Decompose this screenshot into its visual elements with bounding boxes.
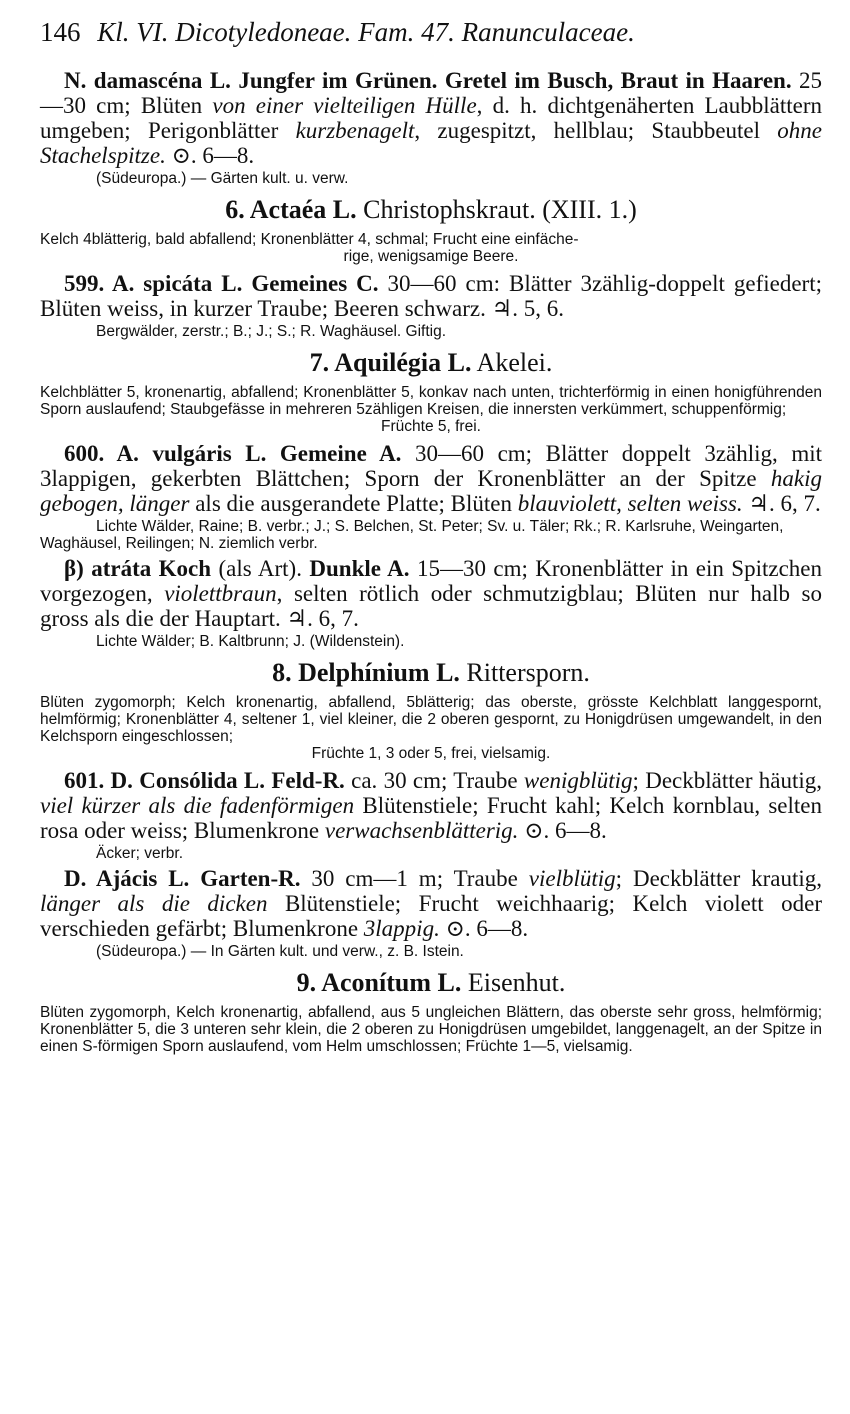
- species-entry-599: [40, 271, 822, 321]
- species-entry-ajacis: [40, 866, 822, 941]
- species-name: N. damascéna L.: [64, 68, 231, 93]
- genus-name: 6. Actaéa L.: [225, 195, 357, 224]
- description-text: rige, wenigsamige Beere.: [343, 248, 519, 265]
- description-text: ; Deckblätter krautig,: [615, 866, 823, 891]
- running-title: Kl. VI. Dicotyledoneae. Fam. 47. Ranunculaceae.: [97, 17, 635, 47]
- description-italic: violettbraun: [164, 581, 277, 606]
- running-header: [40, 12, 822, 52]
- description-text: ⊙. 6—8.: [171, 143, 255, 168]
- description-italic: blauviolett, selten weiss.: [517, 491, 743, 516]
- description-text: 25—30 cm; Blüten: [40, 68, 822, 118]
- species-name: 601. D. Consólida L.: [64, 768, 266, 793]
- species-name: 599. A. spicáta L.: [64, 271, 243, 296]
- book-page: [40, 12, 822, 1061]
- description-text: 30 cm—1 m; Traube: [311, 866, 518, 891]
- description-text: ; Deckblätter häutig,: [632, 768, 823, 793]
- description-text: 15—30 cm; Kronenblätter in ein Spitzchen vorgezogen,: [40, 556, 822, 606]
- genus-common-name: Christophskraut. (XIII. 1.): [363, 195, 637, 224]
- description-text: Früchte 1, 3 oder 5, frei, vielsamig.: [311, 745, 551, 762]
- description-text: , d. h. dichtgenäherten Laubblättern umgeben; Perigonblätter: [40, 93, 822, 143]
- genus-common-name: Eisenhut.: [467, 968, 566, 997]
- description-italic: von einer vielteiligen Hülle: [212, 93, 477, 118]
- genus-description: [40, 231, 822, 265]
- description-text: Blütenstiele; Frucht weichhaarig; Kelch violett oder verschieden gefärbt; Blumenkrone: [40, 891, 822, 941]
- genus-description: [40, 694, 822, 762]
- species-name: 600. A. vulgáris L.: [64, 441, 267, 466]
- genus-description: Blüten zygomorph, Kelch kronenartig, abfallend, aus 5 ungleichen Blättern, das oberste sehr gross, helmförmig; Kronenblätter 5, die 3 unteren sehr klein, die 2 oberen zu Honigdrüsen umgebildet, langgenagelt, an der Spitze in einen S-förmigen Sporn auslaufend, vom Helm umschlossen; Früchte 1—5, vielsamig.: [40, 1004, 822, 1055]
- genus-name: 9. Aconítum L.: [296, 968, 462, 997]
- description-italic: kurzbenagelt: [295, 118, 415, 143]
- distribution-note: (Südeuropa.) — Gärten kult. u. verw.: [96, 170, 349, 187]
- description-text: , selten rötlich oder schmutzigblau; Blüten nur halb so gross als die der Hauptart. ♃. 6, 7.: [40, 581, 822, 631]
- description-text: ca. 30 cm; Traube: [351, 768, 518, 793]
- common-name: Jungfer im Grünen. Gretel im Busch, Braut in Haaren.: [238, 68, 792, 93]
- genus-heading-aquilegia: [40, 346, 822, 380]
- genus-heading-actaea: [40, 193, 822, 227]
- species-entry-600: [40, 441, 822, 516]
- description-text: 30—60 cm; Blätter doppelt 3zählig, mit 3lappigen, gekerbten Blättchen; Sporn der Kronenblätter an der Spitze: [40, 441, 822, 491]
- common-name: Gemeine A.: [279, 441, 402, 466]
- species-entry-601: [40, 768, 822, 843]
- description-text: als die ausgerandete Platte; Blüten: [195, 491, 513, 516]
- description-italic: ohne Stachelspitze.: [40, 118, 823, 168]
- description-italic: wenigblütig: [523, 768, 633, 793]
- variety-name: β) atráta Koch: [64, 556, 212, 581]
- genus-common-name: Akelei.: [476, 348, 553, 377]
- description-text: Kelch 4blätterig, bald abfallend; Kronenblätter 4, schmal; Frucht eine einfäche-: [40, 231, 579, 248]
- distribution-note: Lichte Wälder, Raine; B. verbr.; J.; S. Belchen, St. Peter; Sv. u. Täler; Rk.; R. Karlsruhe, Weingarten, Waghäusel, Reilingen; N. ziemlich verbr.: [40, 518, 784, 552]
- description-italic: 3lappig.: [363, 916, 440, 941]
- description-text: Früchte 5, frei.: [381, 418, 481, 435]
- description-text: ♃. 6, 7.: [748, 491, 821, 516]
- description-text: 30—60 cm: Blätter 3zählig-doppelt gefiedert; Blüten weiss, in kurzer Traube; Beeren schwarz. ♃. 5, 6.: [40, 271, 822, 321]
- page-number: 146: [40, 17, 81, 47]
- description-italic: länger als die dicken: [40, 891, 268, 916]
- distribution-note: Äcker; verbr.: [96, 845, 183, 862]
- description-text: (als Art).: [218, 556, 302, 581]
- description-text: Kelchblätter 5, kronenartig, abfallend; Kronenblätter 5, konkav nach unten, trichterförmig in einen honigführenden Sporn auslaufend; Staubgefässe in mehreren 5zähligen Kreisen, die innersten verkümmert, schuppenförmig;: [40, 384, 822, 418]
- common-name: Gemeines C.: [251, 271, 379, 296]
- genus-heading-delphinium: [40, 656, 822, 690]
- description-text: ⊙. 6—8.: [524, 818, 607, 843]
- description-text: ⊙. 6—8.: [445, 916, 529, 941]
- description-text: , zugespitzt, hellblau; Staubbeutel: [414, 118, 761, 143]
- description-italic: viel kürzer als die fadenförmigen: [40, 793, 355, 818]
- distribution-note: Lichte Wälder; B. Kaltbrunn; J. (Wildenstein).: [96, 633, 405, 650]
- genus-description: [40, 384, 822, 435]
- common-name: Garten-R.: [200, 866, 301, 891]
- description-text: Blütenstiele; Frucht kahl; Kelch kornblau, selten rosa oder weiss; Blumenkrone: [40, 793, 823, 843]
- species-entry-damascena: [40, 68, 822, 168]
- variety-entry-atrata: [40, 556, 822, 631]
- distribution-note: Bergwälder, zerstr.; B.; J.; S.; R. Waghäusel. Giftig.: [96, 323, 447, 340]
- description-italic: hakig gebogen, länger: [40, 466, 822, 516]
- genus-name: 7. Aquilégia L.: [309, 348, 472, 377]
- description-text: Blüten zygomorph; Kelch kronenartig, abfallend, 5blätterig; das oberste, grösste Kelchblatt langgespornt, helmförmig; Kronenblätter 4, seltener 1, viel kleiner, die 2 oberen gespornt, zu Honigdrüsen umgewandelt, in den Kelchsporn eingeschlossen;: [40, 694, 822, 745]
- common-name: Feld-R.: [271, 768, 345, 793]
- description-italic: vielblütig: [528, 866, 616, 891]
- genus-name: 8. Delphínium L.: [272, 658, 460, 687]
- description-italic: verwachsenblätterig.: [324, 818, 519, 843]
- genus-common-name: Rittersporn.: [466, 658, 590, 687]
- distribution-note: (Südeuropa.) — In Gärten kult. und verw., z. B. Istein.: [96, 943, 464, 960]
- common-name: Dunkle A.: [309, 556, 410, 581]
- genus-heading-aconitum: [40, 966, 822, 1000]
- species-name: D. Ajácis L.: [64, 866, 190, 891]
